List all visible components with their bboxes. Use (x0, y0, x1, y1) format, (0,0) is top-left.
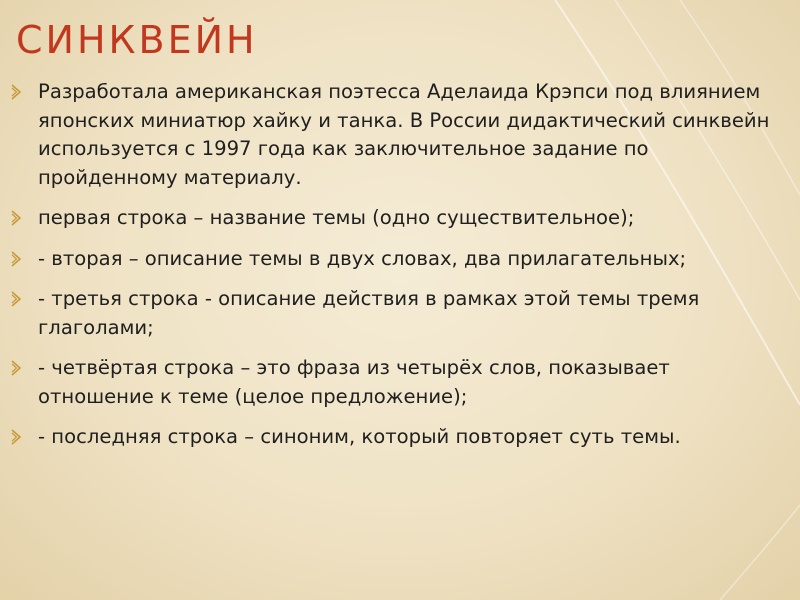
list-item (10, 423, 790, 452)
bullet-list (10, 78, 790, 464)
ornamental-bullet-icon (10, 245, 38, 273)
list-item (10, 245, 790, 274)
ornamental-bullet-icon (10, 423, 38, 451)
ornamental-bullet-icon (10, 78, 38, 106)
list-item-text: Разработала американская поэтесса Аделаида Крэпси под влиянием японских миниатюр хайку и танка. В России дидактический синквейн используется с 1997 года как заключительное задание по пройденному материалу. (38, 80, 770, 189)
ornamental-bullet-icon (10, 204, 38, 232)
list-item (10, 204, 790, 233)
ornamental-bullet-icon (10, 354, 38, 382)
list-item-text: первая строка – название темы (одно существительное); (38, 206, 635, 229)
list-item-text: - вторая – описание темы в двух словах, два прилагательных; (38, 246, 687, 270)
ornamental-bullet-icon (10, 285, 38, 313)
slide-title: СИНКВЕЙН (16, 18, 258, 62)
list-item-text: - последняя строка – синоним, который повторяет суть темы. (38, 425, 681, 448)
list-item (10, 285, 790, 342)
list-item-text: - четвёртая строка – это фраза из четырёх слов, показывает отношение к теме (целое предложение); (38, 356, 670, 408)
list-item-text: - третья строка - описание действия в рамках этой темы тремя глаголами; (38, 287, 700, 339)
list-item (10, 78, 790, 192)
list-item (10, 354, 790, 411)
